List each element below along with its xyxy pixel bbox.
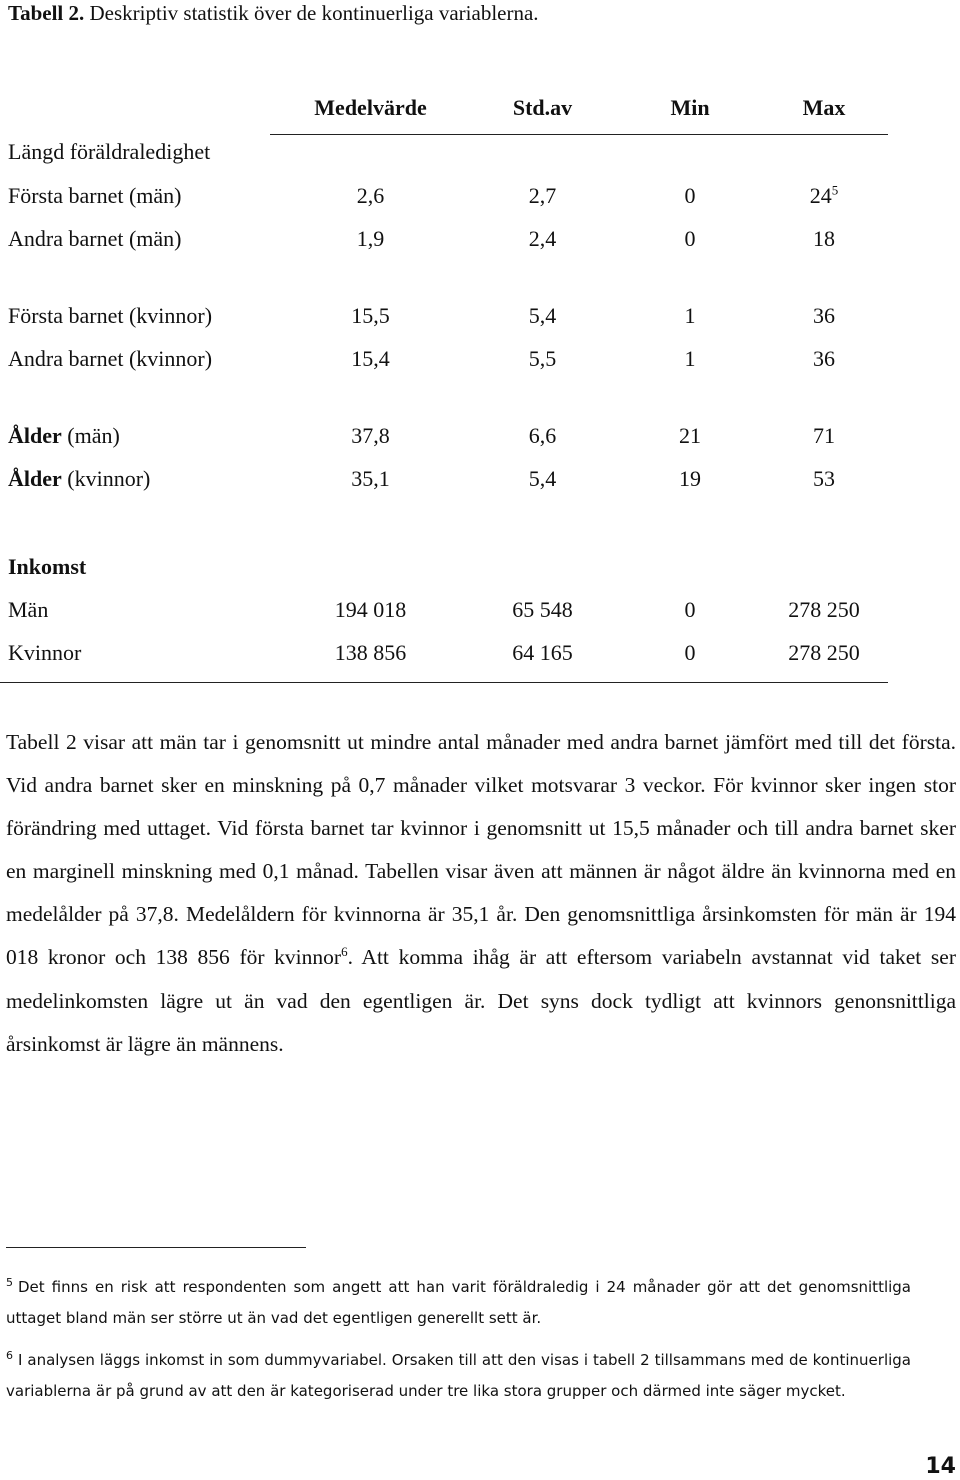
table-bottom-rule — [0, 682, 888, 683]
footnote-ref: 5 — [831, 182, 839, 198]
row-min: 0 — [684, 597, 696, 622]
row-min: 1 — [684, 303, 696, 328]
footnote-text: I analysen läggs inkomst in som dummyvariabel. Orsaken till att den visas i tabell 2 tillsammans med de kontinuerliga variablerna är på grund av att den är kategoriserad under tre lika stora grupper och därmed inte säger mycket. — [6, 1351, 911, 1400]
table-caption — [8, 0, 539, 26]
row-min: 0 — [684, 183, 696, 208]
footnote-5 — [6, 1272, 911, 1333]
caption-label: Tabell 2. — [8, 1, 85, 25]
footnote-number: 6 — [6, 1349, 13, 1362]
age-label: Ålder — [8, 423, 62, 448]
row-mean: 15,4 — [351, 346, 390, 371]
footnote-text: Det finns en risk att respondenten som angett att han varit föräldraledig i 24 månader gör att det genomsnittliga uttaget bland män ser större ut än vad det egentligen generellt sett är. — [6, 1278, 911, 1327]
row-max: 71 — [813, 423, 835, 448]
row-sd: 2,7 — [528, 183, 557, 208]
row-sd: 65 548 — [512, 597, 573, 622]
age-suffix: (kvinnor) — [61, 466, 151, 491]
row-sd: 2,4 — [528, 226, 557, 251]
age-label: Ålder — [8, 466, 62, 491]
section-parental-leave: Längd föräldraledighet — [8, 139, 211, 164]
body-text-1: Tabell 2 visar att män tar i genomsnitt ut mindre antal månader med andra barnet jämfört med till det första. Vid andra barnet sker en minskning på 0,7 månader vilket motsvarar 3 veckor. För kvinnor sker ingen stor förändring med uttaget. Vid första barnet tar kvinnor i genomsnitt ut 15,5 månader och till andra barnet sker en marginell minskning med 0,1 månad. Tabellen visar även att männen är något äldre än kvinnorna med en medelålder på 37,8. Medelåldern för kvinnorna är 35,1 år. Den genomsnittliga årsinkomsten för män är 194 018 kronor och 138 856 för kvinnor — [6, 730, 956, 970]
footnote-separator — [6, 1247, 306, 1248]
row-mean: 2,6 — [356, 183, 385, 208]
row-max: 53 — [813, 466, 835, 491]
row-mean: 1,9 — [356, 226, 385, 251]
body-text-2: . Att komma ihåg är att eftersom variabeln avstannat vid taket ser medelinkomsten lägre ut än vad den egentligen är. Det syns dock tydligt att kvinnors genonsnittliga årsinkomst är lägre än männens. — [6, 945, 956, 1056]
row-label: Andra barnet (män) — [8, 226, 182, 251]
row-mean: 194 018 — [334, 597, 407, 622]
row-min: 21 — [679, 423, 701, 448]
row-min: 0 — [684, 226, 696, 251]
row-sd: 5,4 — [528, 303, 557, 328]
row-mean: 37,8 — [351, 423, 390, 448]
footnote-ref: 6 — [341, 944, 348, 960]
footnote-6 — [6, 1345, 911, 1406]
row-sd: 64 165 — [512, 640, 573, 665]
age-suffix: (män) — [61, 423, 120, 448]
row-label: Första barnet (kvinnor) — [8, 303, 213, 328]
row-sd: 6,6 — [528, 423, 557, 448]
row-label: Män — [8, 597, 49, 622]
row-mean: 15,5 — [351, 303, 390, 328]
row-max: 18 — [813, 226, 835, 251]
row-sd: 5,5 — [528, 346, 557, 371]
row-min: 0 — [684, 640, 696, 665]
header-max: Max — [802, 95, 846, 120]
row-label: Andra barnet (kvinnor) — [8, 346, 213, 371]
row-max — [760, 182, 888, 210]
row-mean: 35,1 — [351, 466, 390, 491]
row-max-value: 24 — [809, 183, 832, 208]
header-rule — [270, 134, 888, 135]
row-max: 278 250 — [788, 597, 860, 622]
header-min: Min — [670, 95, 710, 120]
section-income: Inkomst — [8, 554, 87, 579]
row-mean: 138 856 — [334, 640, 407, 665]
row-max: 278 250 — [788, 640, 860, 665]
page-number: 14 — [925, 1454, 956, 1479]
header-mean: Medelvärde — [314, 95, 427, 120]
body-paragraph — [6, 721, 956, 1066]
row-label: Kvinnor — [8, 640, 82, 665]
footnote-number: 5 — [6, 1276, 13, 1289]
row-label: Första barnet (män) — [8, 183, 182, 208]
row-min: 19 — [679, 466, 701, 491]
row-min: 1 — [684, 346, 696, 371]
row-sd: 5,4 — [528, 466, 557, 491]
row-label — [8, 465, 150, 493]
row-max: 36 — [813, 346, 835, 371]
row-max: 36 — [813, 303, 835, 328]
row-label — [8, 422, 120, 450]
caption-text: Deskriptiv statistik över de kontinuerliga variablerna. — [84, 1, 539, 25]
header-sd: Std.av — [512, 95, 573, 120]
